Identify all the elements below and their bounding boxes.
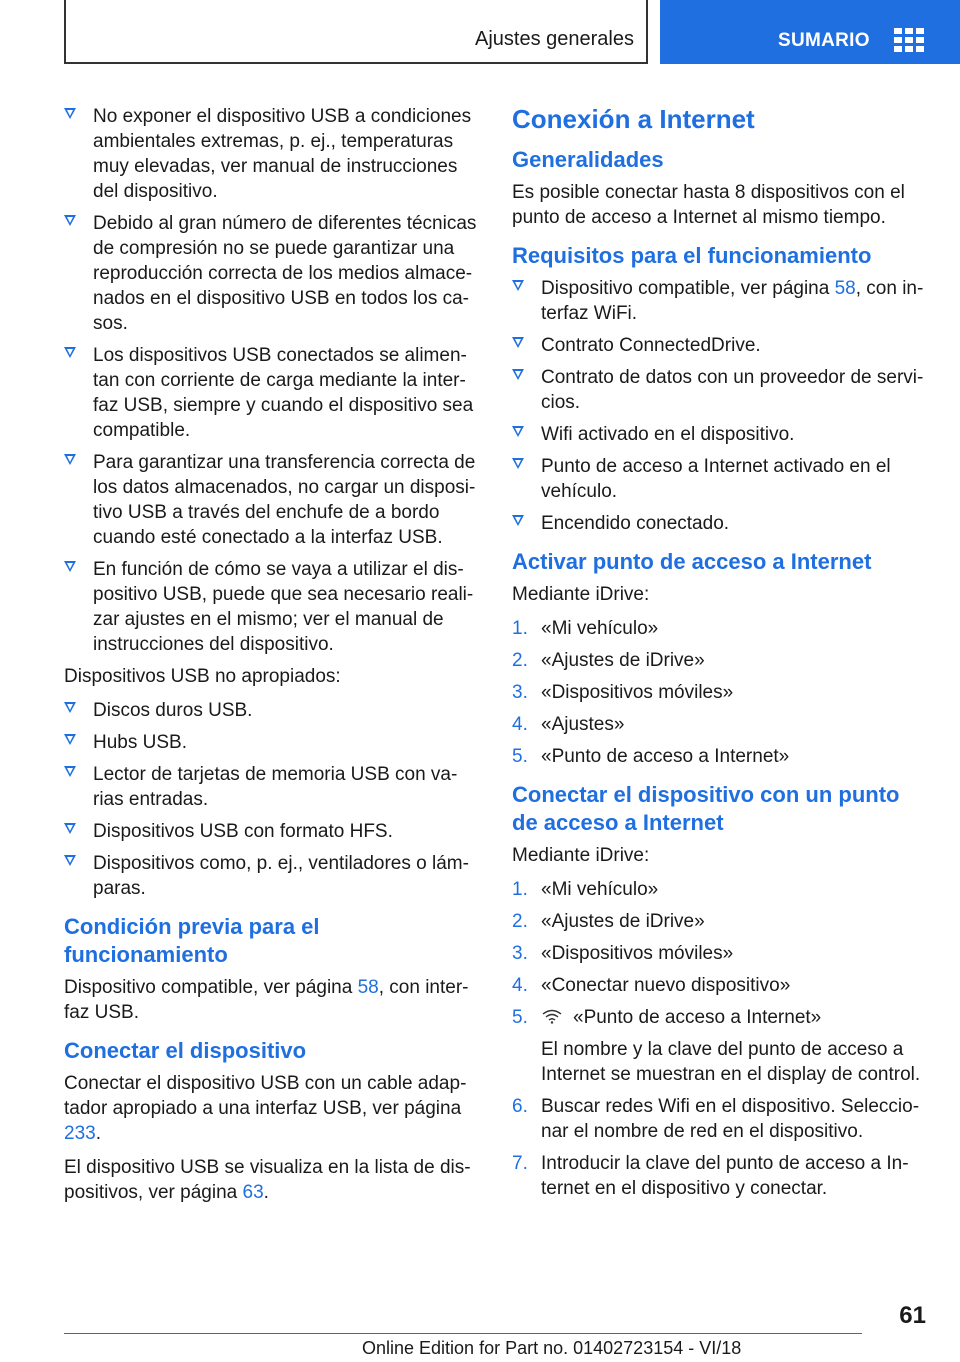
list-item: Debido al gran número de diferentes técnicas de compresión no se puede garantizar una reproducción correcta de los medios almacenados en el dispositivo USB en todos los casos. [64, 211, 480, 336]
connect-device-heading: Conectar el dispositivo [64, 1038, 307, 1063]
triangle-bullet-icon [64, 855, 76, 866]
list-item: 3. «Dispositivos móviles» [512, 682, 734, 703]
list-item: 4. «Ajustes» [512, 714, 625, 735]
activate-steps-list [512, 616, 930, 769]
list-item: Para garantizar una transferencia correcta de los datos almacenados, no cargar un dispositivo USB a través del enchufe de a bordo cuando esté conectado a la interfaz USB. [64, 450, 480, 550]
page-link-58[interactable]: 58 [357, 977, 379, 998]
activate-intro: Mediante iDrive: [512, 584, 650, 605]
internet-connection-heading: Conexión a Internet [512, 104, 755, 134]
triangle-bullet-icon [64, 108, 76, 119]
grid-icon [894, 28, 924, 54]
list-item: 6. Buscar redes Wifi en el dispositivo. Seleccionar el nombre de red en el dispositivo. [512, 1096, 920, 1142]
triangle-bullet-icon [64, 215, 76, 226]
connect-intro: Mediante iDrive: [512, 845, 650, 866]
list-item: Wifi activado en el dispositivo. [512, 422, 930, 447]
condition-text: Dispositivo compatible, ver página 58, con interfaz USB. [64, 977, 469, 1023]
usb-notes-list [64, 104, 480, 657]
footer-divider [64, 1333, 862, 1334]
header-section-box [64, 0, 648, 64]
page-link-58[interactable]: 58 [834, 278, 856, 299]
requirements-heading: Requisitos para el funcionamiento [512, 243, 872, 268]
unsuitable-devices-list [64, 698, 480, 901]
connect-device-text: Conectar el dispositivo USB con un cable adaptador apropiado a una interfaz USB, ver página 233. [64, 1073, 467, 1144]
right-column [512, 104, 930, 1208]
triangle-bullet-icon [64, 702, 76, 713]
triangle-bullet-icon [512, 369, 524, 380]
triangle-bullet-icon [512, 458, 524, 469]
list-item: 1. «Mi vehículo» [512, 618, 659, 639]
general-heading: Generalidades [512, 147, 664, 172]
device-list-text: El dispositivo USB se visualiza en la lista de dispositivos, ver página 63. [64, 1157, 471, 1203]
connect-steps-list [512, 877, 930, 998]
list-item: 2. «Ajustes de iDrive» [512, 650, 705, 671]
list-item: 5. «Punto de acceso a Internet» [512, 746, 790, 767]
triangle-bullet-icon [64, 347, 76, 358]
list-item: Lector de tarjetas de memoria USB con varias entradas. [64, 762, 480, 812]
sumario-label: SUMARIO [778, 30, 870, 51]
triangle-bullet-icon [512, 426, 524, 437]
sumario-button[interactable] [660, 0, 960, 64]
list-item: 7. Introducir la clave del punto de acceso a Internet en el dispositivo y conectar. [512, 1153, 909, 1199]
list-item: No exponer el dispositivo USB a condiciones ambientales extremas, p. ej., temperaturas muy elevadas, ver manual de instrucciones del dispositivo. [64, 104, 480, 204]
list-item: 4. «Conectar nuevo dispositivo» [512, 975, 791, 996]
triangle-bullet-icon [64, 766, 76, 777]
section-title: Ajustes generales [475, 28, 634, 50]
step5-note: El nombre y la clave del punto de acceso a Internet se muestran en el display de control. [541, 1039, 921, 1085]
list-item: Hubs USB. [64, 730, 480, 755]
list-item: 1. «Mi vehículo» [512, 879, 659, 900]
activate-hotspot-heading: Activar punto de acceso a Internet [512, 549, 872, 574]
triangle-bullet-icon [512, 280, 524, 291]
requirements-list [512, 276, 930, 536]
list-item: Dispositivo compatible, ver página 58, con interfaz WiFi. [512, 276, 930, 326]
connect-hotspot-heading: Conectar el dispositivo con un punto de acceso a Internet [512, 782, 900, 835]
list-item: 3. «Dispositivos móviles» [512, 943, 734, 964]
edition-text: Online Edition for Part no. 01402723154 - VI/18 [362, 1338, 742, 1358]
triangle-bullet-icon [512, 337, 524, 348]
list-item: Los dispositivos USB conectados se alimentan con corriente de carga mediante la interfaz USB, siempre y cuando el dispositivo sea compatible. [64, 343, 480, 443]
list-item: 2. «Ajustes de iDrive» [512, 911, 705, 932]
unsuitable-intro: Dispositivos USB no apropiados: [64, 666, 341, 687]
wifi-icon [541, 1008, 563, 1024]
page-link-233[interactable]: 233 [64, 1123, 96, 1144]
page-number: 61 [899, 1302, 926, 1329]
list-item: Dispositivos como, p. ej., ventiladores o lámparas. [64, 851, 480, 901]
triangle-bullet-icon [64, 734, 76, 745]
list-item: Dispositivos USB con formato HFS. [64, 819, 480, 844]
triangle-bullet-icon [64, 823, 76, 834]
condition-heading: Condición previa para el funcionamiento [64, 914, 320, 967]
page-link-63[interactable]: 63 [242, 1182, 264, 1203]
list-item: Contrato de datos con un proveedor de servicios. [512, 365, 930, 415]
list-item: En función de cómo se vaya a utilizar el dispositivo USB, puede que sea necesario realizar ajustes en el mismo; ver el manual de instrucciones del dispositivo. [64, 557, 480, 657]
list-item: Contrato ConnectedDrive. [512, 333, 930, 358]
general-text: Es posible conectar hasta 8 dispositivos con el punto de acceso a Internet al mismo tiempo. [512, 182, 905, 228]
triangle-bullet-icon [64, 454, 76, 465]
list-item: Encendido conectado. [512, 511, 930, 536]
list-item: Punto de acceso a Internet activado en el vehículo. [512, 454, 930, 504]
list-item: 5. «Punto de acceso a Internet» El nombre y la clave del punto de acceso a Internet se muestran en el display de control. [512, 1005, 930, 1087]
triangle-bullet-icon [512, 515, 524, 526]
list-item: Discos duros USB. [64, 698, 480, 723]
connect-steps-list-cont [512, 1005, 930, 1201]
left-column [64, 104, 480, 1214]
triangle-bullet-icon [64, 561, 76, 572]
